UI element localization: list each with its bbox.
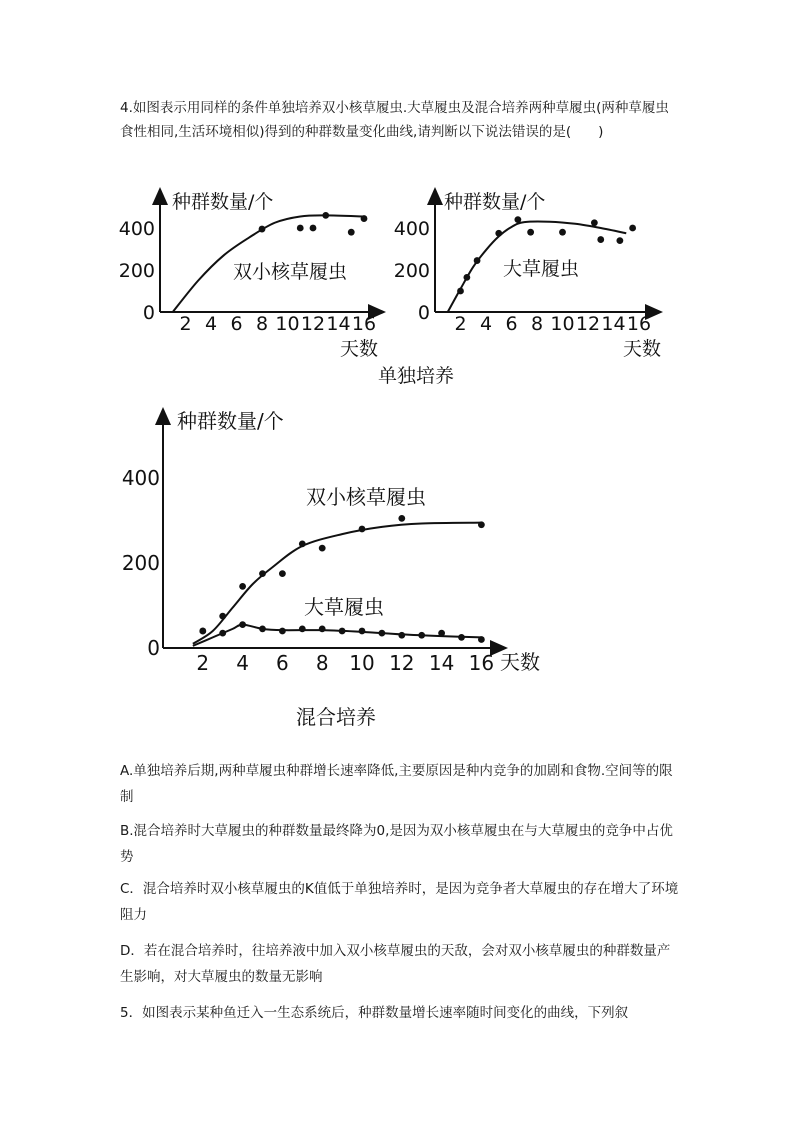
y-axis-label: 种群数量/个 <box>172 191 274 213</box>
data-point <box>457 288 464 295</box>
y-tick-labels <box>394 218 430 324</box>
chart-single-paramecium-aurelia <box>119 191 378 360</box>
y-tick-label: 0 <box>142 302 155 324</box>
data-point <box>297 225 304 232</box>
x-tick-label: 12 <box>300 313 326 335</box>
data-point <box>398 515 405 522</box>
data-point <box>310 225 317 232</box>
data-point <box>348 229 355 236</box>
series-label-caudatum: 大草履虫 <box>304 595 384 619</box>
y-tick-label: 400 <box>118 218 155 240</box>
x-tick-label: 12 <box>389 651 415 675</box>
x-tick-labels <box>196 651 494 675</box>
x-tick-label: 6 <box>276 651 289 675</box>
data-point <box>616 237 623 244</box>
series-curve <box>193 625 482 646</box>
data-point <box>259 570 266 577</box>
data-point <box>359 526 366 533</box>
y-tick-labels <box>119 218 155 324</box>
data-point <box>527 229 534 236</box>
x-tick-label: 10 <box>275 313 300 335</box>
x-tick-label: 12 <box>575 313 601 335</box>
data-point <box>219 613 226 620</box>
x-tick-label: 2 <box>196 651 210 675</box>
x-tick-label: 16 <box>626 313 652 335</box>
data-point <box>379 630 386 637</box>
data-point <box>279 628 286 635</box>
x-tick-label: 4 <box>204 313 218 335</box>
y-tick-label: 400 <box>121 466 160 490</box>
y-tick-labels <box>122 466 160 660</box>
data-point <box>339 628 346 635</box>
x-tick-label: 16 <box>351 313 377 335</box>
series-label-aurelia: 双小核草履虫 <box>306 485 426 509</box>
question-5-stem: 5．如图表示某种鱼迁入一生态系统后，种群数量增长速率随时间变化的曲线，下列叙 <box>120 1005 629 1021</box>
data-point <box>299 625 306 632</box>
x-tick-label: 8 <box>315 651 329 675</box>
x-tick-label: 14 <box>601 313 626 335</box>
chart-single-paramecium-caudatum <box>394 191 661 360</box>
data-point <box>359 628 366 635</box>
x-tick-label: 4 <box>236 651 249 675</box>
section-label-mixed: 混合培养 <box>296 705 376 729</box>
data-point <box>398 632 405 639</box>
data-point <box>319 625 326 632</box>
data-point <box>361 215 368 222</box>
data-point <box>299 540 306 547</box>
option-d: D．若在混合培养时，往培养液中加入双小核草履虫的天敌，会对双小核草履虫的种群数量产生影响，对大草履虫的数量无影响 <box>120 943 671 985</box>
data-point <box>559 229 566 236</box>
x-tick-label: 8 <box>530 313 544 335</box>
data-point <box>514 216 521 223</box>
y-tick-label: 200 <box>121 551 160 575</box>
data-point <box>239 621 246 628</box>
x-axis-label: 天数 <box>623 338 662 360</box>
x-tick-label: 8 <box>255 313 269 335</box>
data-point <box>458 634 465 641</box>
data-point <box>478 636 485 643</box>
x-tick-label: 6 <box>230 313 243 335</box>
series-label: 大草履虫 <box>503 258 580 280</box>
question-4-stem: 4.如图表示用同样的条件单独培养双小核草履虫.大草履虫及混合培养两种草履虫(两种草履虫食性相同,生活环境相似)得到的种群数量变化曲线,请判断以下说法错误的是( ) <box>120 100 669 140</box>
x-tick-label: 14 <box>428 651 455 675</box>
option-c: C．混合培养时双小核草履虫的K值低于单独培养时，是因为竞争者大草履虫的存在增大了环境阻力 <box>120 881 679 923</box>
x-tick-label: 14 <box>326 313 351 335</box>
y-axis-label: 种群数量/个 <box>177 409 284 433</box>
data-point <box>259 625 266 632</box>
y-tick-label: 200 <box>393 260 430 282</box>
y-axis-label: 种群数量/个 <box>444 191 546 213</box>
data-point <box>597 236 604 243</box>
section-label-single: 单独培养 <box>378 365 455 387</box>
x-tick-label: 2 <box>454 313 467 335</box>
data-point <box>322 212 329 219</box>
data-point <box>474 257 481 264</box>
y-tick-label: 400 <box>393 218 430 240</box>
y-tick-label: 200 <box>118 260 155 282</box>
data-point <box>495 230 502 237</box>
data-point <box>319 545 326 552</box>
data-point <box>418 632 425 639</box>
x-tick-label: 16 <box>468 651 495 675</box>
x-tick-label: 4 <box>479 313 493 335</box>
data-point <box>438 630 445 637</box>
data-point <box>629 225 636 232</box>
data-point <box>279 570 286 577</box>
x-tick-label: 10 <box>349 651 375 675</box>
x-tick-label: 10 <box>550 313 575 335</box>
x-axis-label: 天数 <box>500 650 540 674</box>
series-curve <box>193 523 482 644</box>
x-axis-label: 天数 <box>340 338 379 360</box>
option-b: B.混合培养时大草履虫的种群数量最终降为0,是因为双小核草履虫在与大草履虫的竞争中占优势 <box>120 823 673 865</box>
chart-mixed-culture <box>122 409 540 675</box>
option-a: A.单独培养后期,两种草履虫种群增长速率降低,主要原因是种内竞争的加剧和食物.空间等的限制 <box>120 763 673 805</box>
x-tick-labels <box>179 313 376 335</box>
y-tick-label: 0 <box>147 636 160 660</box>
x-tick-label: 6 <box>505 313 518 335</box>
data-point <box>239 583 246 590</box>
x-tick-label: 2 <box>179 313 192 335</box>
data-point <box>199 628 206 635</box>
data-point <box>463 274 470 281</box>
series-label: 双小核草履虫 <box>233 261 348 283</box>
data-point <box>219 630 226 637</box>
data-point <box>259 226 266 233</box>
data-point <box>591 219 598 226</box>
x-tick-labels <box>454 313 651 335</box>
data-point <box>478 521 485 528</box>
y-tick-label: 0 <box>417 302 430 324</box>
